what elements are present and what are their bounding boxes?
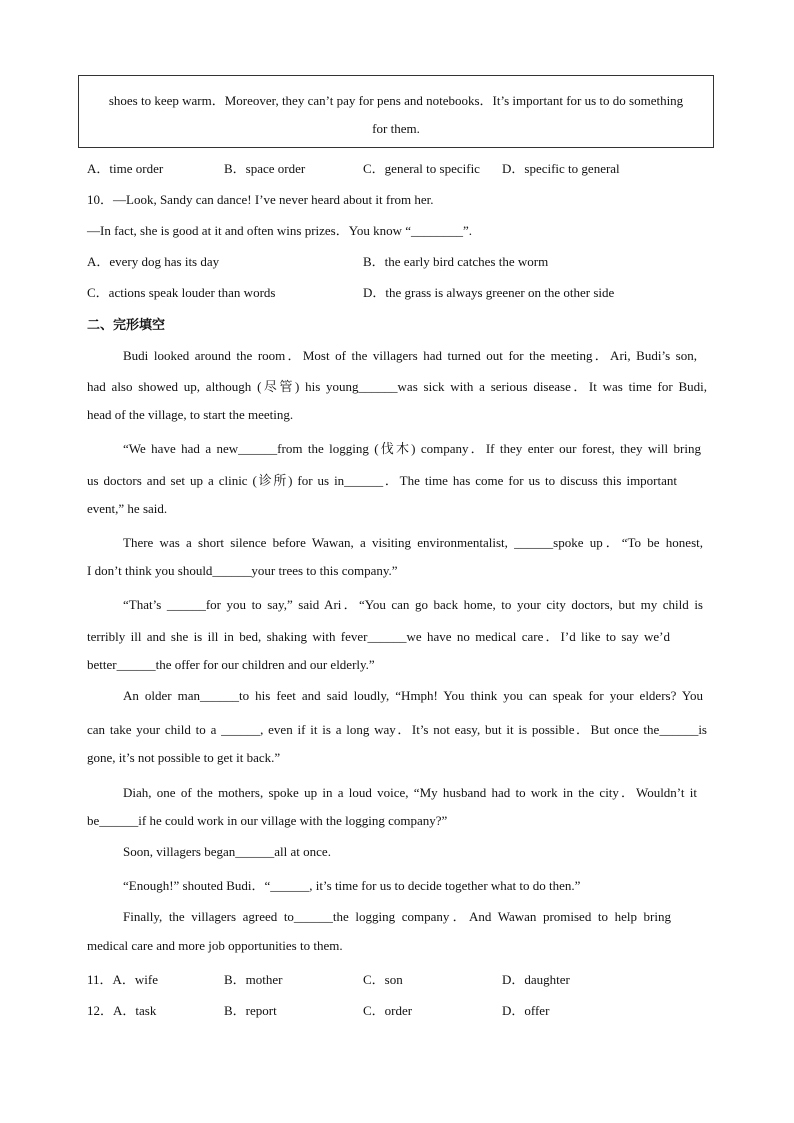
passage-line-2: had also showed up, although (尽管) his young______was sick with a serious disease．It was time for Budi, <box>87 379 707 394</box>
passage-line-17: Soon, villagers began______all at once. <box>123 844 331 859</box>
q9-option-a: A．time order <box>87 161 164 176</box>
passage-line-6: event,” he said. <box>87 501 168 516</box>
passage-line-12: An older man______to his feet and said loudly, “Hmph! You think you can speak for your elders? You <box>123 688 703 703</box>
passage-line-1: Budi looked around the room．Most of the villagers had turned out for the meeting．Ari, Budi’s son, <box>123 348 697 363</box>
passage-line-20: medical care and more job opportunities to them. <box>87 938 343 953</box>
q11-option-c: C．son <box>363 972 403 987</box>
q12-option-d: D．offer <box>502 1003 550 1018</box>
q10-stem-line-2: —In fact, she is good at it and often wins prizes．You know “________”. <box>87 223 473 238</box>
q10-option-c: C．actions speak louder than words <box>87 285 276 300</box>
q11-option-d: D．daughter <box>502 972 570 987</box>
passage-line-3: head of the village, to start the meeting. <box>87 407 294 422</box>
passage-line-5: us doctors and set up a clinic (诊所) for us in______．The time has come for us to discuss this important <box>87 473 678 488</box>
passage-line-16: be______if he could work in our village with the logging company?” <box>87 813 448 828</box>
passage-line-9: “That’s ______for you to say,” said Ari．“You can go back home, to your city doctors, but my child is <box>123 597 703 612</box>
q9-option-d: D．specific to general <box>502 161 620 176</box>
passage-line-14: gone, it’s not possible to get it back.” <box>87 750 281 765</box>
q10-stem-line-1: 10．—Look, Sandy can dance! I’ve never heard about it from her. <box>87 192 434 207</box>
q10-option-b: B．the early bird catches the worm <box>363 254 549 269</box>
passage-line-19: Finally, the villagers agreed to______the logging company．And Wawan promised to help bring <box>123 909 671 924</box>
q11-option-b: B．mother <box>224 972 283 987</box>
q12-option-c: C．order <box>363 1003 413 1018</box>
passage-line-4: “We have had a new______from the logging (伐木) company．If they enter our forest, they will bring <box>123 441 701 456</box>
passage-line-18: “Enough!” shouted Budi．“______, it’s time for us to decide together what to do then.” <box>123 878 581 893</box>
q9-option-c: C．general to specific <box>363 161 480 176</box>
section-title: 二、完形填空 <box>87 318 166 333</box>
q11-option-a: 11．A．wife <box>87 972 159 987</box>
q10-option-a: A．every dog has its day <box>87 254 220 269</box>
passage-line-13: can take your child to a ______, even if it is a long way．It’s not easy, but it is possible．But once the______is <box>87 722 707 737</box>
q12-option-b: B．report <box>224 1003 277 1018</box>
q9-option-b: B．space order <box>224 161 306 176</box>
passage-line-15: Diah, one of the mothers, spoke up in a loud voice, “My husband had to work in the city．Wouldn’t it <box>123 785 697 800</box>
passage-line-11: better______the offer for our children and our elderly.” <box>87 657 375 672</box>
passage-line-8: I don’t think you should______your trees to this company.” <box>87 563 398 578</box>
q12-option-a: 12．A．task <box>87 1003 157 1018</box>
excerpt-line-2: for them. <box>372 121 420 136</box>
passage-excerpt-box <box>78 75 714 148</box>
passage-line-10: terribly ill and she is ill in bed, shaking with fever______we have no medical care．I’d like to say we’d <box>87 629 670 644</box>
q10-option-d: D．the grass is always greener on the other side <box>363 285 615 300</box>
excerpt-line-1: shoes to keep warm．Moreover, they can’t pay for pens and notebooks．It’s important for us to do something <box>108 93 684 108</box>
passage-line-7: There was a short silence before Wawan, a visiting environmentalist, ______spoke up．“To be honest, <box>123 535 703 550</box>
